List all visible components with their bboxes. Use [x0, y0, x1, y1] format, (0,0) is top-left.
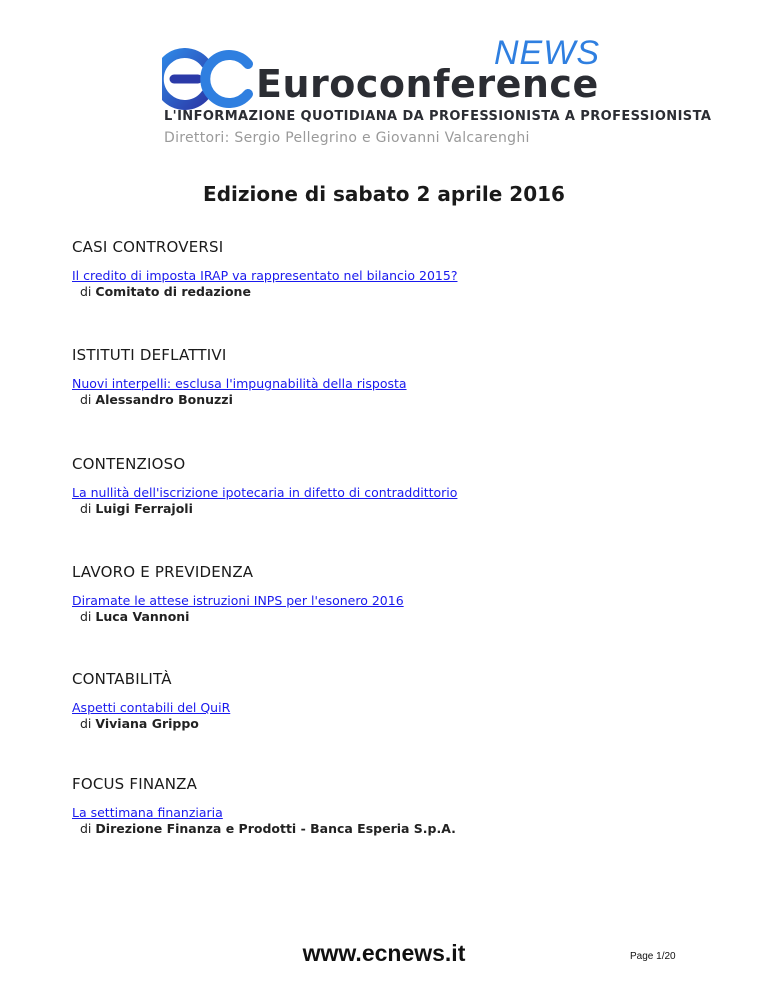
byline-prefix: di	[80, 716, 92, 731]
article-byline	[80, 609, 692, 625]
section-istituti-deflattivi	[72, 344, 692, 408]
logo-news-label: NEWS	[494, 34, 600, 72]
article-author: Alessandro Bonuzzi	[95, 392, 233, 407]
ec-logo-mark-icon	[162, 48, 254, 110]
article-author: Viviana Grippo	[95, 716, 199, 731]
byline-prefix: di	[80, 821, 92, 836]
section-heading: CASI CONTROVERSI	[72, 238, 224, 256]
section-heading: CONTABILITÀ	[72, 670, 172, 688]
article-byline	[80, 501, 692, 517]
article-byline	[80, 821, 692, 837]
logo-tagline: L'INFORMAZIONE QUOTIDIANA DA PROFESSIONISTA A PROFESSIONISTA	[164, 109, 712, 124]
byline-prefix: di	[80, 392, 92, 407]
article-link[interactable]: Aspetti contabili del QuiR	[72, 700, 231, 715]
logo-brand-name: Euroconference	[256, 62, 599, 106]
byline-prefix: di	[80, 501, 92, 516]
section-casi-controversi	[72, 236, 692, 300]
article-byline	[80, 392, 692, 408]
article-byline	[80, 284, 692, 300]
byline-prefix: di	[80, 284, 92, 299]
section-heading: ISTITUTI DEFLATTIVI	[72, 346, 227, 364]
euroconference-logo	[162, 34, 712, 154]
article-author: Luca Vannoni	[95, 609, 190, 624]
section-heading: CONTENZIOSO	[72, 455, 186, 473]
article-author: Direzione Finanza e Prodotti - Banca Esperia S.p.A.	[95, 821, 456, 836]
section-lavoro-e-previdenza	[72, 561, 692, 625]
article-author: Luigi Ferrajoli	[95, 501, 193, 516]
article-link[interactable]: Diramate le attese istruzioni INPS per l'esonero 2016	[72, 593, 404, 608]
article-byline	[80, 716, 692, 732]
section-heading: FOCUS FINANZA	[72, 775, 198, 793]
article-link[interactable]: La nullità dell'iscrizione ipotecaria in difetto di contraddittorio	[72, 485, 458, 500]
section-contenzioso	[72, 453, 692, 517]
footer-website-url: www.ecnews.it	[302, 940, 466, 966]
article-author: Comitato di redazione	[95, 284, 251, 299]
article-link[interactable]: La settimana finanziaria	[72, 805, 223, 820]
section-heading: LAVORO E PREVIDENZA	[72, 563, 254, 581]
logo-directors: Direttori: Sergio Pellegrino e Giovanni Valcarenghi	[164, 130, 530, 146]
article-link[interactable]: Nuovi interpelli: esclusa l'impugnabilità della risposta	[72, 376, 407, 391]
section-focus-finanza	[72, 773, 692, 837]
article-link[interactable]: Il credito di imposta IRAP va rappresentato nel bilancio 2015?	[72, 268, 458, 283]
page-number: Page 1/20	[630, 951, 676, 962]
byline-prefix: di	[80, 609, 92, 624]
section-contabilita	[72, 668, 692, 732]
edition-title: Edizione di sabato 2 aprile 2016	[203, 182, 565, 206]
